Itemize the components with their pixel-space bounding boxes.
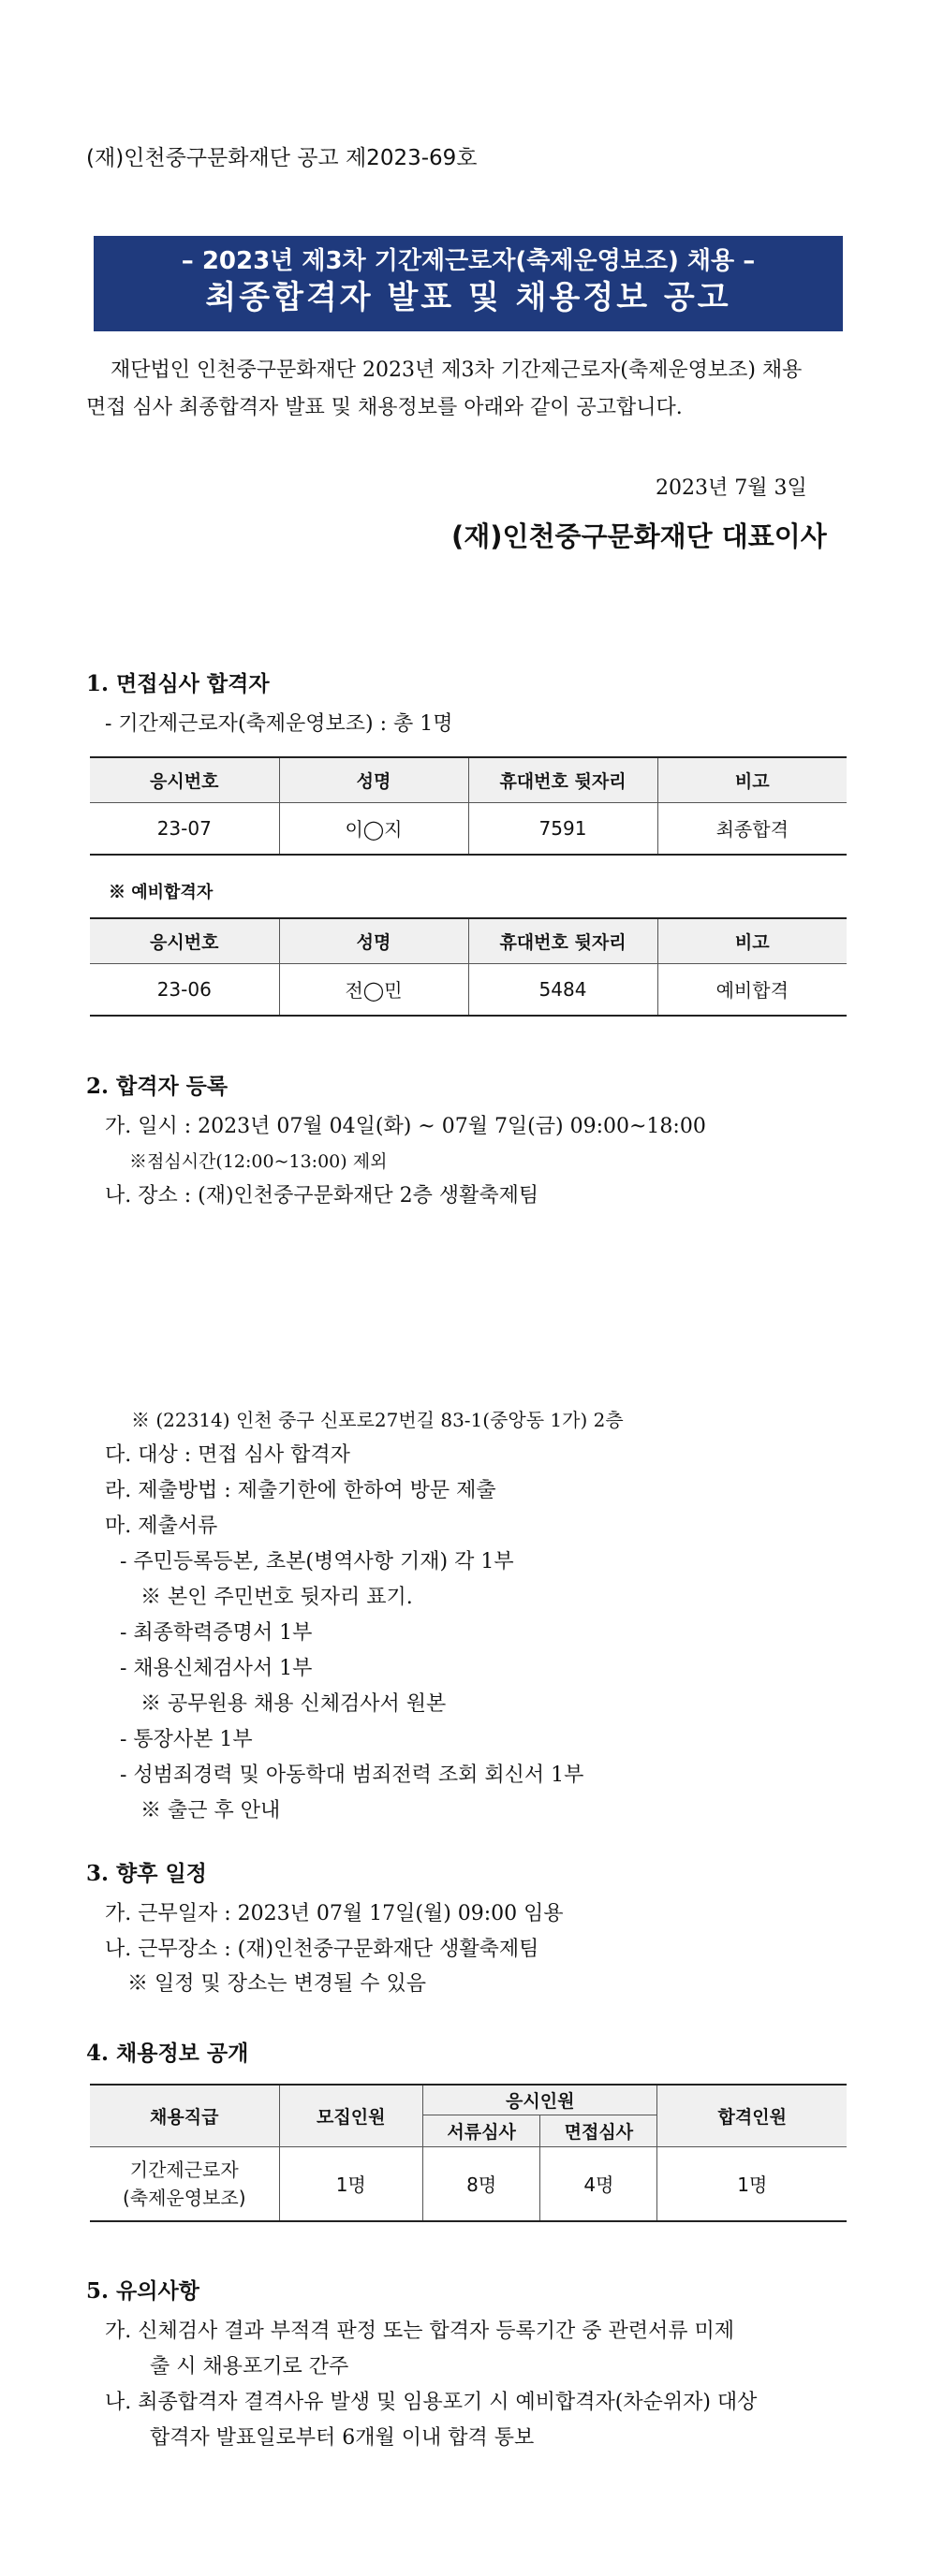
s2-target: 다. 대상 : 면접 심사 합격자 (105, 1443, 350, 1467)
col-name: 성명 (279, 757, 468, 802)
s2-doc-5-note: ※ 출근 후 안내 (140, 1799, 281, 1822)
s2-doc-1-note: ※ 본인 주민번호 뒷자리 표기. (140, 1586, 413, 1609)
final-pass-table (90, 756, 847, 856)
reserve-label: ※ 예비합격자 (109, 883, 214, 902)
col-document-review: 서류심사 (423, 2115, 540, 2146)
section-1-sub: - 기간제근로자(축제운영보조) : 총 1명 (105, 712, 453, 736)
s2-documents: 마. 제출서류 (105, 1515, 218, 1538)
intro-line-2: 면접 심사 최종합격자 발표 및 채용정보를 아래와 같이 공고합니다. (86, 396, 683, 419)
section-2-heading: 2. 합격자 등록 (86, 1074, 229, 1099)
s2-address: ※ (22314) 인천 중구 신포로27번길 83-1(중앙동 1가) 2층 (131, 1409, 624, 1431)
table-row (90, 963, 847, 1016)
cell-phone-last: 7591 (468, 802, 657, 855)
col-phone-last: 휴대번호 뒷자리 (468, 918, 657, 963)
table-row (90, 2146, 847, 2221)
cell-job (90, 2146, 279, 2221)
table-row (90, 802, 847, 855)
col-interview: 면접심사 (540, 2115, 657, 2146)
doc-number: (재)인천중구문화재단 공고 제2023-69호 (86, 146, 478, 170)
cell-exam-number: 23-06 (90, 963, 279, 1016)
s5-line-3: 나. 최종합격자 결격사유 발생 및 임용포기 시 예비합격자(차순위자) 대상 (105, 2391, 758, 2414)
s2-line-3: 나. 장소 : (재)인천중구문화재단 2층 생활축제팀 (105, 1184, 539, 1208)
section-5-heading: 5. 유의사항 (86, 2278, 199, 2304)
col-exam-number: 응시번호 (90, 757, 279, 802)
col-note: 비고 (657, 757, 847, 802)
section-3-heading: 3. 향후 일정 (86, 1861, 207, 1886)
announcement-date: 2023년 7월 3일 (656, 476, 807, 500)
cell-pass: 1명 (657, 2146, 847, 2221)
s5-line-4: 합격자 발표일로부터 6개월 이내 합격 통보 (150, 2426, 535, 2450)
cell-phone-last: 5484 (468, 963, 657, 1016)
s2-doc-1: - 주민등록등본, 초본(병역사항 기재) 각 1부 (120, 1550, 514, 1573)
cell-job-line-2: (축제운영보조) (122, 2186, 246, 2209)
cell-note: 예비합격 (657, 963, 847, 1016)
s2-doc-5: - 성범죄경력 및 아동학대 범죄전력 조회 회신서 1부 (120, 1764, 584, 1787)
s2-doc-4: - 통장사본 1부 (120, 1728, 253, 1751)
cell-exam-number: 23-07 (90, 802, 279, 855)
banner-subtitle: – 2023년 제3차 기간제근로자(축제운영보조) 채용 – (181, 247, 756, 275)
cell-note: 최종합격 (657, 802, 847, 855)
cell-interview: 4명 (540, 2146, 657, 2221)
s3-line-2: 나. 근무장소 : (재)인천중구문화재단 생활축제팀 (105, 1938, 539, 1961)
s2-line-2: ※점심시간(12:00~13:00) 제외 (129, 1151, 388, 1172)
section-1-heading: 1. 면접심사 합격자 (86, 671, 270, 696)
s3-line-3: ※ 일정 및 장소는 변경될 수 있음 (127, 1972, 426, 1996)
col-job: 채용직급 (90, 2085, 279, 2146)
s5-line-1: 가. 신체검사 결과 부적격 판정 또는 합격자 등록기간 중 관련서류 미제 (105, 2320, 734, 2343)
col-recruit: 모집인원 (279, 2085, 423, 2146)
banner-title: 최종합격자 발표 및 채용정보 공고 (205, 279, 731, 316)
col-name: 성명 (279, 918, 468, 963)
cell-name: 이◯지 (279, 802, 468, 855)
s2-doc-3: - 채용신체검사서 1부 (120, 1657, 313, 1680)
cell-job-line-1: 기간제근로자 (129, 2158, 239, 2181)
col-pass: 합격인원 (657, 2085, 847, 2146)
s2-method: 라. 제출방법 : 제출기한에 한하여 방문 제출 (105, 1479, 496, 1502)
s2-doc-2: - 최종학력증명서 1부 (120, 1621, 313, 1645)
col-applicants: 응시인원 (423, 2085, 657, 2115)
col-phone-last: 휴대번호 뒷자리 (468, 757, 657, 802)
cell-recruit: 1명 (279, 2146, 423, 2221)
intro-line-1: 재단법인 인천중구문화재단 2023년 제3차 기간제근로자(축제운영보조) 채용 (111, 359, 803, 382)
s3-line-1: 가. 근무일자 : 2023년 07월 17일(월) 09:00 임용 (105, 1902, 564, 1925)
col-exam-number: 응시번호 (90, 918, 279, 963)
title-banner (94, 236, 843, 331)
s5-line-2: 출 시 채용포기로 간주 (150, 2355, 349, 2378)
reserve-pass-table (90, 917, 847, 1017)
issuer: (재)인천중구문화재단 대표이사 (451, 520, 827, 552)
cell-name: 전◯민 (279, 963, 468, 1016)
col-note: 비고 (657, 918, 847, 963)
section-4-heading: 4. 채용정보 공개 (86, 2041, 249, 2066)
s2-doc-3-note: ※ 공무원용 채용 신체검사서 원본 (140, 1692, 447, 1716)
recruitment-info-table (90, 2084, 847, 2222)
cell-document-review: 8명 (423, 2146, 540, 2221)
s2-line-1: 가. 일시 : 2023년 07월 04일(화) ~ 07월 7일(금) 09:00~18:00 (105, 1115, 706, 1138)
